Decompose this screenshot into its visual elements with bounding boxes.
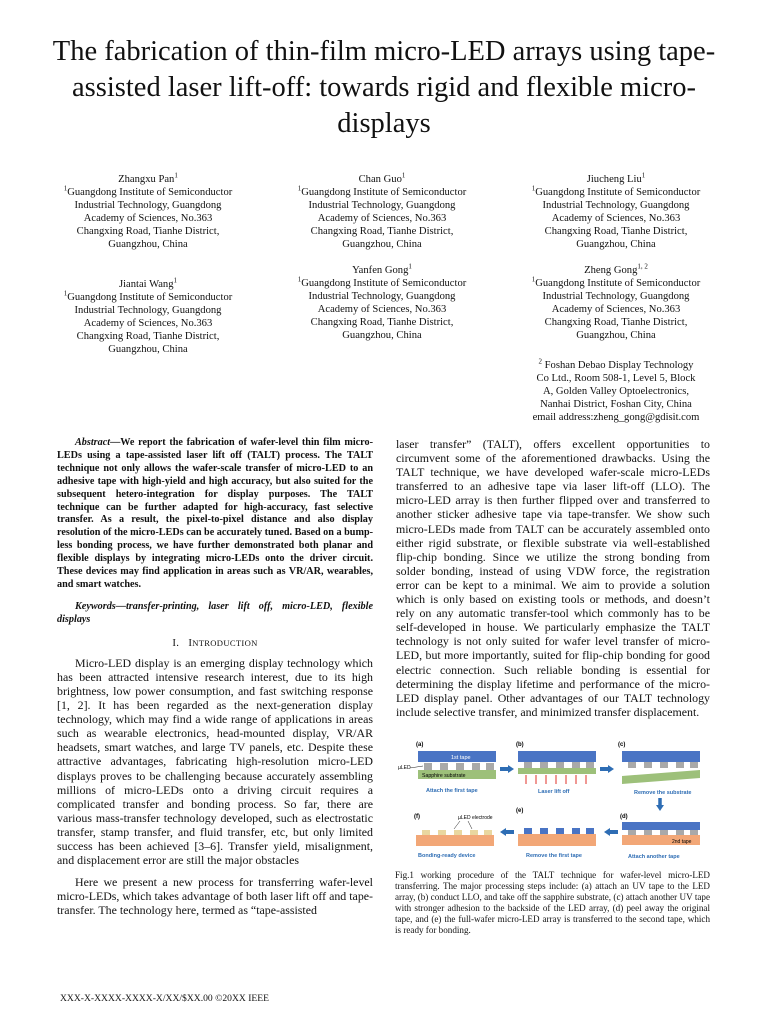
affiliation-line: Co Ltd., Room 508-1, Level 5, Block (536, 372, 696, 384)
affiliation-2-block (506, 357, 726, 425)
affiliation-line: Industrial Technology, Guangdong (308, 290, 456, 302)
author-name: Jiucheng Liu (586, 174, 642, 185)
author-name: Chan Guo (358, 174, 402, 185)
author-block (272, 171, 492, 251)
process-figure (396, 738, 710, 866)
pointer-line (468, 821, 472, 829)
panel-label-b: (b) (516, 742, 524, 748)
left-column (57, 437, 373, 917)
affiliation-line: Academy of Sciences, No.363 (83, 212, 213, 224)
panel-label-e: (e) (516, 808, 524, 814)
attach-another-label: Attach another tape (628, 854, 680, 860)
panel-label-d: (d) (620, 814, 628, 820)
led-chip (424, 763, 432, 770)
author-name: Jiantai Wang (118, 279, 174, 290)
affiliation-marker: 1 (531, 184, 536, 193)
led-chip (524, 762, 532, 768)
led-chip (690, 830, 698, 835)
affiliation-line: Guangdong Institute of Semiconductor (301, 277, 467, 289)
led-chip (660, 762, 668, 768)
affiliation-marker: 1 (63, 289, 68, 298)
author-block (272, 262, 492, 342)
sapphire-label: Sapphire substrate (422, 773, 466, 779)
led-chip (628, 830, 636, 835)
affiliation-marker: 1 (174, 171, 178, 180)
figure-caption: Fig.1 working procedure of the TALT technique for wafer-level micro-LED transferring. The major processing steps include: (a) attach an UV tape to the LED array, (b) conduct LLO, and take off the sapphire substrate, (c) attach another UV tape with stronger adhesion to the backside of the LED array, (d) peel away the original tape, and (e) the full-wafer micro-LED array is transferred to the second tape, which is ready for bonding. (395, 870, 710, 936)
author-block (506, 262, 726, 342)
affiliation-line: Changxing Road, Tianhe District, (310, 225, 454, 237)
affiliation-line: Guangdong Institute of Semiconductor (535, 277, 701, 289)
led-chip (454, 830, 462, 835)
affiliation-line: Guangzhou, China (108, 343, 188, 355)
led-chip (524, 828, 532, 834)
led-chip (440, 763, 448, 770)
tape-shape (622, 751, 700, 762)
led-chip (470, 830, 478, 835)
led-chip (484, 830, 492, 835)
laser-lift-off-label: Laser lift off (538, 789, 570, 795)
led-chip (628, 762, 636, 768)
affiliation-marker: 1 (63, 184, 68, 193)
affiliation-marker: 1 (408, 262, 412, 271)
affiliation-line: Guangdong Institute of Semiconductor (67, 291, 233, 303)
affiliation-line: Guangdong Institute of Semiconductor (535, 186, 701, 198)
sapphire-substrate-shape (622, 770, 700, 784)
affiliation-line: Guangzhou, China (576, 238, 656, 250)
intro-paragraph-2: Here we present a new process for transferring wafer-level micro-LEDs, which takes advantage of both laser lift off and tape-transfer. The technology here, termed as “tape-assisted (57, 875, 373, 918)
electrode-label: µLED electrode (458, 815, 493, 821)
right-column-paragraph: laser transfer” (TALT), offers excellent opportunities to circumvent some of the aforementioned drawbacks. Using the TALT technique, we have developed wafer-scale micro-LEDs transferred to an adhesive tape via laser lift-off (LLO). The micro-LED array is then further flipped over and transferred to another sticker adhesive tape via tape-transfer. We show such micro-LEDs made from TALT can be accurately assembled onto either rigid substrate, or flexible substrate via well-established flip-chip bonding. Since we utilize the strong bonding from solder bonding, instead of using VDW force, the registration error can be kept to a minimal. We aim to provide a solution which is only based on existing tools or methods, and doesn’t rely on any automatic transfer-tool which commonly has to be self-developed in house. We particularly emphasize the TALT technology is not only suited for wafer level transfer of micro-LED, but more importantly, suited for flip-chip bonding for good electric connection. Such reliable bonding is essential for determining the display lifetime and performance of the micro-LED display panel. Other advantages of our TALT technology include selective transfer, and minimized transfer displacement. (396, 437, 710, 719)
led-chip (472, 763, 480, 770)
sapphire-substrate-shape (518, 768, 596, 774)
abstract-lead: Abstract (75, 437, 111, 448)
keywords: Keywords—transfer-printing, laser lift off, micro-LED, flexible displays (57, 600, 373, 625)
affiliation-marker: 1 (173, 276, 178, 285)
author-block (38, 171, 258, 251)
affiliation-marker: 1 (297, 184, 302, 193)
section-heading: I. INTRODUCTION (172, 636, 258, 649)
led-chip (438, 830, 446, 835)
led-chip (586, 828, 594, 834)
attach-first-label: Attach the first tape (426, 788, 478, 794)
affiliation-marker: 1, 2 (637, 262, 648, 271)
affiliation-line: Changxing Road, Tianhe District, (544, 225, 688, 237)
led-chip (572, 762, 580, 768)
tape-shape (518, 751, 596, 762)
tape-shape (622, 822, 700, 830)
affiliation-line: Industrial Technology, Guangdong (542, 199, 690, 211)
affiliation-line: A, Golden Valley Optoelectronics, (542, 385, 690, 397)
affiliation-line: Guangdong Institute of Semiconductor (67, 186, 233, 198)
abstract-body: —We report the fabrication of wafer-level thin film micro-LEDs using a tape-assisted laser lift off (TALT) process. The TALT technique not only allows the wafer-scale transfer of micro-LED to an adhesive tape with high-yield and high accuracy, but also suited for the subsequent hetero-integration for display purposes. The TALT technique can be further adapted for high-accuracy, fast selective transfer. As a result, the pixel-to-pixel distance and also display resolution of the micro-LEDs can be accurately tuned. Based on a bump-less bonding process, we have further demonstrated both planar and flexible displays by integrating micro-LEDs onto the driver circuit. These devices may find application in areas such as VR/AR, wearables, and smart watches. (57, 437, 374, 590)
affiliation-line: Academy of Sciences, No.363 (551, 212, 681, 224)
second-tape-shape (518, 834, 596, 846)
affiliation-line: Changxing Road, Tianhe District, (544, 316, 688, 328)
author-name: Zhangxu Pan (118, 174, 175, 185)
arrow-right-icon (608, 765, 614, 773)
led-chip (586, 762, 594, 768)
copyright-footer: XXX-X-XXXX-XXXX-X/XX/$XX.00 ©20XX IEEE (60, 993, 269, 1004)
arrow-right-icon (508, 765, 514, 773)
uled-label: µLED (398, 765, 411, 771)
paper-title: The fabrication of thin-film micro-LED arrays using tape-assisted laser lift-off: towards rigid and flexible micro-displays (52, 36, 716, 139)
author-block (38, 276, 258, 356)
arrow-down-icon (656, 805, 664, 811)
affiliation-line: Industrial Technology, Guangdong (74, 199, 222, 211)
panel-label-f: (f) (414, 814, 420, 820)
panel-label-a: (a) (416, 742, 424, 748)
led-chip (676, 830, 684, 835)
affiliation-line: Academy of Sciences, No.363 (551, 303, 681, 315)
panel-label-c: (c) (618, 742, 626, 748)
affiliation-line: Academy of Sciences, No.363 (317, 212, 447, 224)
second-tape-label: 2nd tape (672, 839, 692, 845)
arrow-left-icon (500, 828, 506, 836)
email-address: email address:zheng_gong@gdisit.com (532, 411, 700, 423)
remove-first-label: Remove the first tape (526, 853, 582, 859)
pointer-line (454, 821, 460, 829)
intro-paragraph-1: Micro-LED display is an emerging display technology which has been attracted intensive research interest, due to its high brightness, low power consumption, and fast switching response [1, 2]. It has been regarded as the next-generation display technology, which may find a wide range of applications in areas such as wearable electronics, head-mounted display, VR/AR headsets, smart watches, and large TV panels, etc. Despite these attractive advantages, fabricating high-resolution micro-LED displays proves to be challenging because accurately assembling millions of micro-LEDs onto a driving circuit requires a complicated transfer and bonding process. So far, there are various mass-transfer technology developed, such as electrostatic transfer, stamp transfer, and fluid transfer, etc, but only limited success has been achieved [3–6]. Transfer yield, misalignment, and displacement error are still the major obstacles (57, 655, 373, 868)
affiliation-line: Guangzhou, China (342, 329, 422, 341)
author-name: Yanfen Gong (352, 265, 409, 276)
led-chip (422, 830, 430, 835)
affiliation-line: Guangzhou, China (576, 329, 656, 341)
led-chip (540, 828, 548, 834)
affiliation-line: Academy of Sciences, No.363 (317, 303, 447, 315)
arrow-left-icon (604, 828, 610, 836)
affiliation-line: Nanhai District, Foshan City, China (540, 398, 692, 410)
affiliation-line: Changxing Road, Tianhe District, (76, 225, 220, 237)
affiliation-line: Changxing Road, Tianhe District, (76, 330, 220, 342)
affiliation-line: Industrial Technology, Guangdong (542, 290, 690, 302)
affiliation-line: Guangdong Institute of Semiconductor (301, 186, 467, 198)
affiliation-marker: 2 (538, 357, 542, 366)
led-chip (556, 828, 564, 834)
pointer-line (410, 766, 423, 768)
affiliation-line: Guangzhou, China (108, 238, 188, 250)
right-column (396, 437, 710, 719)
remove-substrate-label: Remove the substrate (634, 790, 692, 796)
led-chip (644, 830, 652, 835)
led-chip (644, 762, 652, 768)
led-chip (676, 762, 684, 768)
led-chip (556, 762, 564, 768)
led-chip (572, 828, 580, 834)
led-chip (540, 762, 548, 768)
author-block (506, 171, 726, 251)
affiliation-line: Industrial Technology, Guangdong (308, 199, 456, 211)
affiliation-line: Foshan Debao Display Technology (544, 360, 694, 371)
led-chip (456, 763, 464, 770)
abstract (57, 437, 373, 592)
affiliation-line: Industrial Technology, Guangdong (74, 304, 222, 316)
affiliation-marker: 1 (531, 275, 536, 284)
laser-arrows-icon (526, 775, 586, 784)
author-name: Zheng Gong (584, 265, 638, 276)
second-tape-shape (416, 835, 494, 846)
affiliation-marker: 1 (401, 171, 406, 180)
bonding-ready-label: Bonding-ready device (418, 853, 476, 859)
affiliation-marker: 1 (297, 275, 302, 284)
affiliation-marker: 1 (641, 171, 646, 180)
led-chip (486, 763, 494, 770)
affiliation-line: Changxing Road, Tianhe District, (310, 316, 454, 328)
led-chip (660, 830, 668, 835)
affiliation-line: Guangzhou, China (342, 238, 422, 250)
first-tape-label: 1st tape (451, 755, 471, 761)
led-chip (690, 762, 698, 768)
affiliation-line: Academy of Sciences, No.363 (83, 317, 213, 329)
